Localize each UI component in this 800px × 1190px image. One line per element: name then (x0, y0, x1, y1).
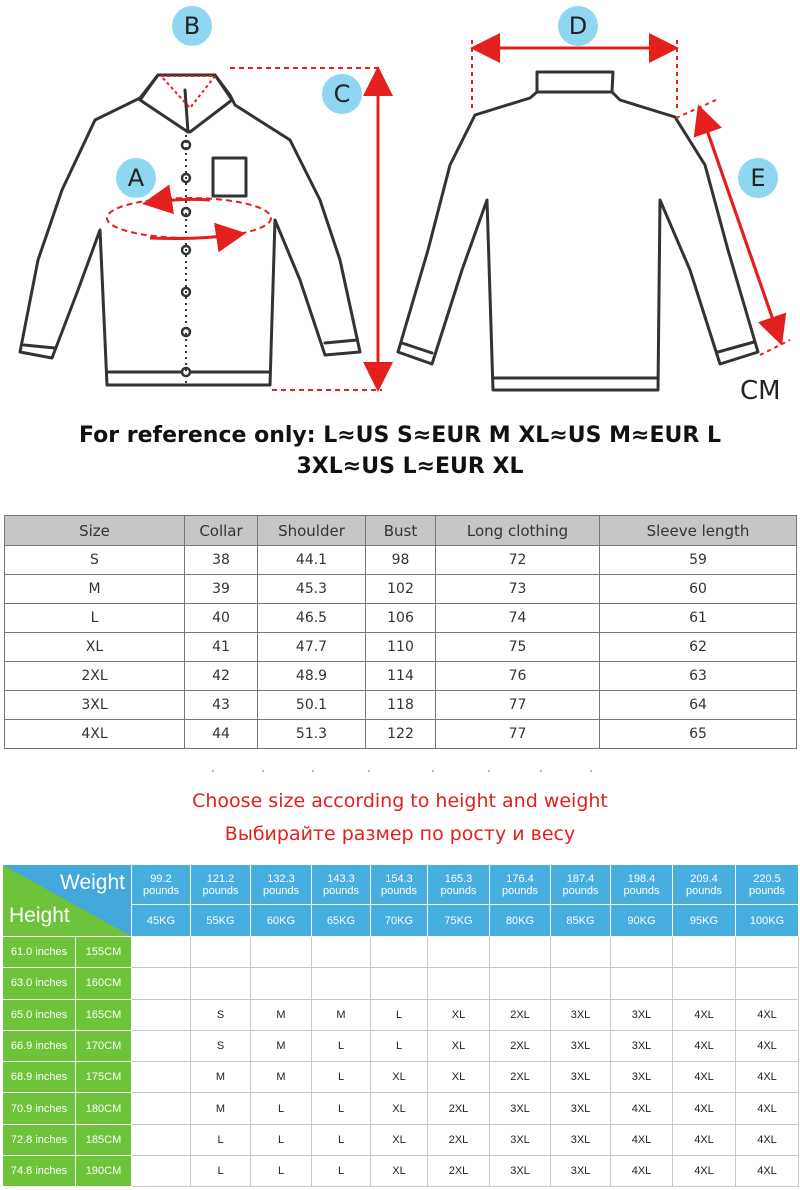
height-cm: 185CM (76, 1124, 132, 1155)
size-cell-collar: 44 (185, 720, 258, 749)
size-cell-bust: 102 (366, 575, 436, 604)
reference-line-1: For reference only: L≈US S≈EUR M XL≈US M≈EUR L (79, 423, 721, 448)
weight-pounds-value: 198.4 (627, 872, 656, 885)
recommended-size-cell: 4XL (673, 1124, 736, 1155)
height-cm: 190CM (76, 1156, 132, 1187)
weight-label: Weight (60, 871, 125, 894)
recommended-size-cell (132, 1093, 191, 1124)
recommended-size-cell: S (191, 999, 251, 1030)
weight-pounds-unit: pounds (562, 884, 599, 897)
recommended-size-cell: L (312, 1093, 371, 1124)
height-cm: 175CM (76, 1062, 132, 1093)
measure-a-letter: A (127, 164, 145, 192)
header-bust: Bust (366, 516, 436, 546)
size-cell-shoulder: 50.1 (258, 691, 366, 720)
recommended-size-cell (312, 968, 371, 999)
recommended-size-cell (428, 937, 490, 968)
front-shirt-outline (20, 75, 360, 385)
size-row (5, 575, 797, 604)
recommended-size-cell: L (191, 1124, 251, 1155)
weight-pounds-header (490, 865, 551, 905)
size-row (5, 633, 797, 662)
weight-pounds-header (132, 865, 191, 905)
size-table-header (5, 516, 797, 546)
measurement-diagram (0, 0, 800, 415)
recommended-size-cell: M (251, 999, 312, 1030)
height-label: Height (9, 904, 70, 927)
size-cell-long-clothing: 72 (436, 546, 600, 575)
recommended-size-cell: L (251, 1124, 312, 1155)
weight-pounds-unit: pounds (380, 884, 418, 897)
size-cell-size: 2XL (5, 662, 185, 691)
size-cell-collar: 38 (185, 546, 258, 575)
recommended-size-cell: 4XL (673, 999, 736, 1030)
height-row (3, 1062, 799, 1093)
height-row (3, 999, 799, 1030)
size-table (4, 515, 797, 749)
size-cell-sleeve-length: 60 (600, 575, 797, 604)
size-cell-size: XL (5, 633, 185, 662)
size-cell-collar: 42 (185, 662, 258, 691)
recommended-size-cell: 3XL (551, 1124, 611, 1155)
height-inches: 72.8 inches (3, 1124, 76, 1155)
measure-c-letter: C (333, 80, 351, 108)
size-cell-sleeve-length: 63 (600, 662, 797, 691)
weight-pounds-header (611, 865, 673, 905)
height-inches: 66.9 inches (3, 1030, 76, 1061)
recommended-size-cell: L (312, 1062, 371, 1093)
size-row (5, 604, 797, 633)
recommended-size-cell: 4XL (673, 1093, 736, 1124)
size-cell-collar: 41 (185, 633, 258, 662)
size-row (5, 662, 797, 691)
size-row (5, 546, 797, 575)
size-cell-sleeve-length: 59 (600, 546, 797, 575)
chart-corner (3, 865, 132, 937)
recommended-size-cell: 4XL (736, 1062, 799, 1093)
size-cell-shoulder: 44.1 (258, 546, 366, 575)
weight-pounds-unit: pounds (262, 884, 300, 897)
size-cell-sleeve-length: 62 (600, 633, 797, 662)
recommended-size-cell: 3XL (611, 1062, 673, 1093)
weight-pounds-value: 220.5 (753, 872, 781, 885)
height-cm: 160CM (76, 968, 132, 999)
recommended-size-cell: 2XL (428, 1093, 490, 1124)
weight-kg-header: 95KG (673, 905, 736, 937)
size-cell-long-clothing: 73 (436, 575, 600, 604)
shirt-diagram-graphic (0, 0, 800, 415)
recommended-size-cell: XL (371, 1062, 428, 1093)
recommended-size-cell (371, 968, 428, 999)
header-collar: Collar (185, 516, 258, 546)
measure-e-badge (738, 158, 778, 198)
recommended-size-cell: 2XL (490, 1062, 551, 1093)
size-row (5, 691, 797, 720)
recommended-size-cell: 2XL (428, 1124, 490, 1155)
measure-d-badge (558, 6, 598, 46)
size-cell-size: S (5, 546, 185, 575)
recommended-size-cell (132, 1156, 191, 1187)
recommended-size-cell: XL (428, 1030, 490, 1061)
size-cell-collar: 40 (185, 604, 258, 633)
recommended-size-cell: 4XL (673, 1030, 736, 1061)
recommended-size-cell: L (312, 1030, 371, 1061)
weight-kg-header: 75KG (428, 905, 490, 937)
recommended-size-cell: 3XL (551, 1093, 611, 1124)
weight-pounds-header (551, 865, 611, 905)
measure-a-badge (116, 158, 156, 198)
recommended-size-cell: L (312, 1156, 371, 1187)
recommended-size-cell (132, 968, 191, 999)
weight-pounds-unit: pounds (322, 884, 360, 897)
size-cell-shoulder: 45.3 (258, 575, 366, 604)
size-cell-bust: 118 (366, 691, 436, 720)
weight-pounds-header (673, 865, 736, 905)
height-inches: 68.9 inches (3, 1062, 76, 1093)
header-sleeve-length: Sleeve length (600, 516, 797, 546)
weight-pounds-value: 176.4 (506, 872, 534, 885)
recommended-size-cell (251, 968, 312, 999)
unit-label: CM (740, 376, 781, 406)
recommended-size-cell: 4XL (611, 1124, 673, 1155)
weight-kg-header: 80KG (490, 905, 551, 937)
recommended-size-cell: 2XL (490, 1030, 551, 1061)
weight-pounds-value: 132.3 (267, 872, 295, 885)
recommended-size-cell (673, 937, 736, 968)
size-cell-long-clothing: 74 (436, 604, 600, 633)
size-cell-size: 3XL (5, 691, 185, 720)
weight-pounds-value: 187.4 (566, 872, 595, 885)
weight-kg-header: 70KG (371, 905, 428, 937)
weight-pounds-header (312, 865, 371, 905)
size-cell-shoulder: 47.7 (258, 633, 366, 662)
height-cm: 165CM (76, 999, 132, 1030)
recommended-size-cell: 4XL (736, 999, 799, 1030)
height-row (3, 937, 799, 968)
recommended-size-cell (132, 999, 191, 1030)
weight-kg-header: 85KG (551, 905, 611, 937)
recommended-size-cell: 4XL (611, 1156, 673, 1187)
weight-pounds-value: 143.3 (327, 872, 355, 885)
height-row (3, 1030, 799, 1061)
recommended-size-cell: M (312, 999, 371, 1030)
height-inches: 61.0 inches (3, 937, 76, 968)
recommended-size-cell (611, 968, 673, 999)
recommended-size-cell: 3XL (551, 1156, 611, 1187)
recommended-size-cell (551, 937, 611, 968)
size-cell-long-clothing: 76 (436, 662, 600, 691)
recommended-size-cell (312, 937, 371, 968)
recommended-size-cell: 2XL (428, 1156, 490, 1187)
recommended-size-cell: 4XL (736, 1093, 799, 1124)
recommended-size-cell: S (191, 1030, 251, 1061)
height-inches: 74.8 inches (3, 1156, 76, 1187)
size-cell-bust: 110 (366, 633, 436, 662)
size-cell-sleeve-length: 65 (600, 720, 797, 749)
recommended-size-cell (673, 968, 736, 999)
recommended-size-cell: M (191, 1093, 251, 1124)
weight-pounds-unit: pounds (202, 884, 239, 897)
size-cell-long-clothing: 77 (436, 720, 600, 749)
recommended-size-cell: 4XL (673, 1062, 736, 1093)
recommended-size-cell: 4XL (673, 1156, 736, 1187)
recommended-size-cell: 3XL (551, 1030, 611, 1061)
recommended-size-cell: L (251, 1156, 312, 1187)
weight-pounds-unit: pounds (623, 884, 660, 897)
size-cell-shoulder: 46.5 (258, 604, 366, 633)
weight-pounds-value: 121.2 (206, 872, 235, 885)
recommended-size-cell: 3XL (551, 999, 611, 1030)
weight-pounds-row (3, 865, 799, 905)
size-cell-sleeve-length: 61 (600, 604, 797, 633)
size-cell-size: L (5, 604, 185, 633)
weight-pounds-header (736, 865, 799, 905)
recommended-size-cell: XL (371, 1124, 428, 1155)
recommended-size-cell: XL (428, 999, 490, 1030)
recommended-size-cell: XL (371, 1156, 428, 1187)
measure-d-letter: D (568, 12, 588, 40)
size-cell-long-clothing: 77 (436, 691, 600, 720)
weight-pounds-unit: pounds (748, 884, 786, 897)
weight-pounds-header (428, 865, 490, 905)
height-cm: 180CM (76, 1093, 132, 1124)
height-cm: 170CM (76, 1030, 132, 1061)
height-inches: 63.0 inches (3, 968, 76, 999)
height-row (3, 1124, 799, 1155)
size-cell-bust: 106 (366, 604, 436, 633)
measure-e-letter: E (750, 164, 766, 192)
recommended-size-cell: 3XL (490, 1093, 551, 1124)
recommended-size-cell (132, 937, 191, 968)
recommended-size-cell: 4XL (736, 1030, 799, 1061)
weight-pounds-header (371, 865, 428, 905)
weight-kg-header: 65KG (312, 905, 371, 937)
size-cell-collar: 43 (185, 691, 258, 720)
size-cell-bust: 114 (366, 662, 436, 691)
height-cm: 155CM (76, 937, 132, 968)
reference-line-2: 3XL≈US L≈EUR XL (296, 454, 524, 479)
size-cell-bust: 98 (366, 546, 436, 575)
measure-c-badge (322, 74, 362, 114)
weight-pounds-unit: pounds (440, 884, 477, 897)
recommended-size-cell (490, 937, 551, 968)
weight-pounds-unit: pounds (685, 884, 723, 897)
recommended-size-cell: XL (428, 1062, 490, 1093)
height-weight-chart (2, 864, 799, 1187)
recommended-size-cell (611, 937, 673, 968)
height-inches: 65.0 inches (3, 999, 76, 1030)
recommended-size-cell: 3XL (490, 1124, 551, 1155)
weight-pounds-value: 154.3 (385, 872, 413, 885)
weight-kg-header: 90KG (611, 905, 673, 937)
recommended-size-cell: 4XL (611, 1093, 673, 1124)
height-weight-body (3, 937, 799, 1187)
recommended-size-cell: L (191, 1156, 251, 1187)
recommended-size-cell: L (251, 1093, 312, 1124)
size-cell-bust: 122 (366, 720, 436, 749)
weight-kg-header: 100KG (736, 905, 799, 937)
recommended-size-cell: M (191, 1062, 251, 1093)
header-size: Size (5, 516, 185, 546)
height-inches: 70.9 inches (3, 1093, 76, 1124)
header-long-clothing: Long clothing (436, 516, 600, 546)
weight-pounds-value: 99.2 (150, 872, 172, 885)
recommended-size-cell: 4XL (736, 1124, 799, 1155)
recommended-size-cell: 3XL (490, 1156, 551, 1187)
size-cell-sleeve-length: 64 (600, 691, 797, 720)
choose-size-english: Choose size according to height and weight (192, 790, 608, 812)
recommended-size-cell (191, 937, 251, 968)
weight-pounds-value: 165.3 (444, 872, 473, 885)
size-cell-size: 4XL (5, 720, 185, 749)
recommended-size-cell (132, 1124, 191, 1155)
recommended-size-cell (191, 968, 251, 999)
recommended-size-cell: 3XL (611, 1030, 673, 1061)
weight-pounds-value: 209.4 (690, 872, 718, 885)
size-cell-shoulder: 48.9 (258, 662, 366, 691)
divider-dots (0, 770, 800, 774)
recommended-size-cell (551, 968, 611, 999)
recommended-size-cell (736, 937, 799, 968)
weight-kg-header: 60KG (251, 905, 312, 937)
recommended-size-cell (251, 937, 312, 968)
weight-pounds-unit: pounds (501, 884, 539, 897)
size-table-body (5, 546, 797, 749)
recommended-size-cell: M (251, 1030, 312, 1061)
recommended-size-cell: 4XL (736, 1156, 799, 1187)
size-cell-size: M (5, 575, 185, 604)
weight-pounds-unit: pounds (142, 884, 180, 897)
measure-b-letter: B (183, 12, 201, 40)
weight-kg-header: 55KG (191, 905, 251, 937)
header-shoulder: Shoulder (258, 516, 366, 546)
height-row (3, 1156, 799, 1187)
recommended-size-cell (490, 968, 551, 999)
recommended-size-cell (371, 937, 428, 968)
recommended-size-cell (132, 1030, 191, 1061)
recommended-size-cell: L (312, 1124, 371, 1155)
recommended-size-cell (736, 968, 799, 999)
recommended-size-cell: L (371, 999, 428, 1030)
recommended-size-cell (132, 1062, 191, 1093)
weight-pounds-header (251, 865, 312, 905)
choose-size-russian: Выбирайте размер по росту и весу (224, 823, 576, 845)
size-cell-shoulder: 51.3 (258, 720, 366, 749)
recommended-size-cell: M (251, 1062, 312, 1093)
size-cell-long-clothing: 75 (436, 633, 600, 662)
size-row (5, 720, 797, 749)
recommended-size-cell: 3XL (551, 1062, 611, 1093)
size-cell-collar: 39 (185, 575, 258, 604)
recommended-size-cell: XL (371, 1093, 428, 1124)
measure-b-badge (172, 6, 212, 46)
recommended-size-cell (428, 968, 490, 999)
recommended-size-cell: 3XL (611, 999, 673, 1030)
height-row (3, 968, 799, 999)
recommended-size-cell: L (371, 1030, 428, 1061)
weight-pounds-header (191, 865, 251, 905)
height-row (3, 1093, 799, 1124)
recommended-size-cell: 2XL (490, 999, 551, 1030)
weight-kg-header: 45KG (132, 905, 191, 937)
